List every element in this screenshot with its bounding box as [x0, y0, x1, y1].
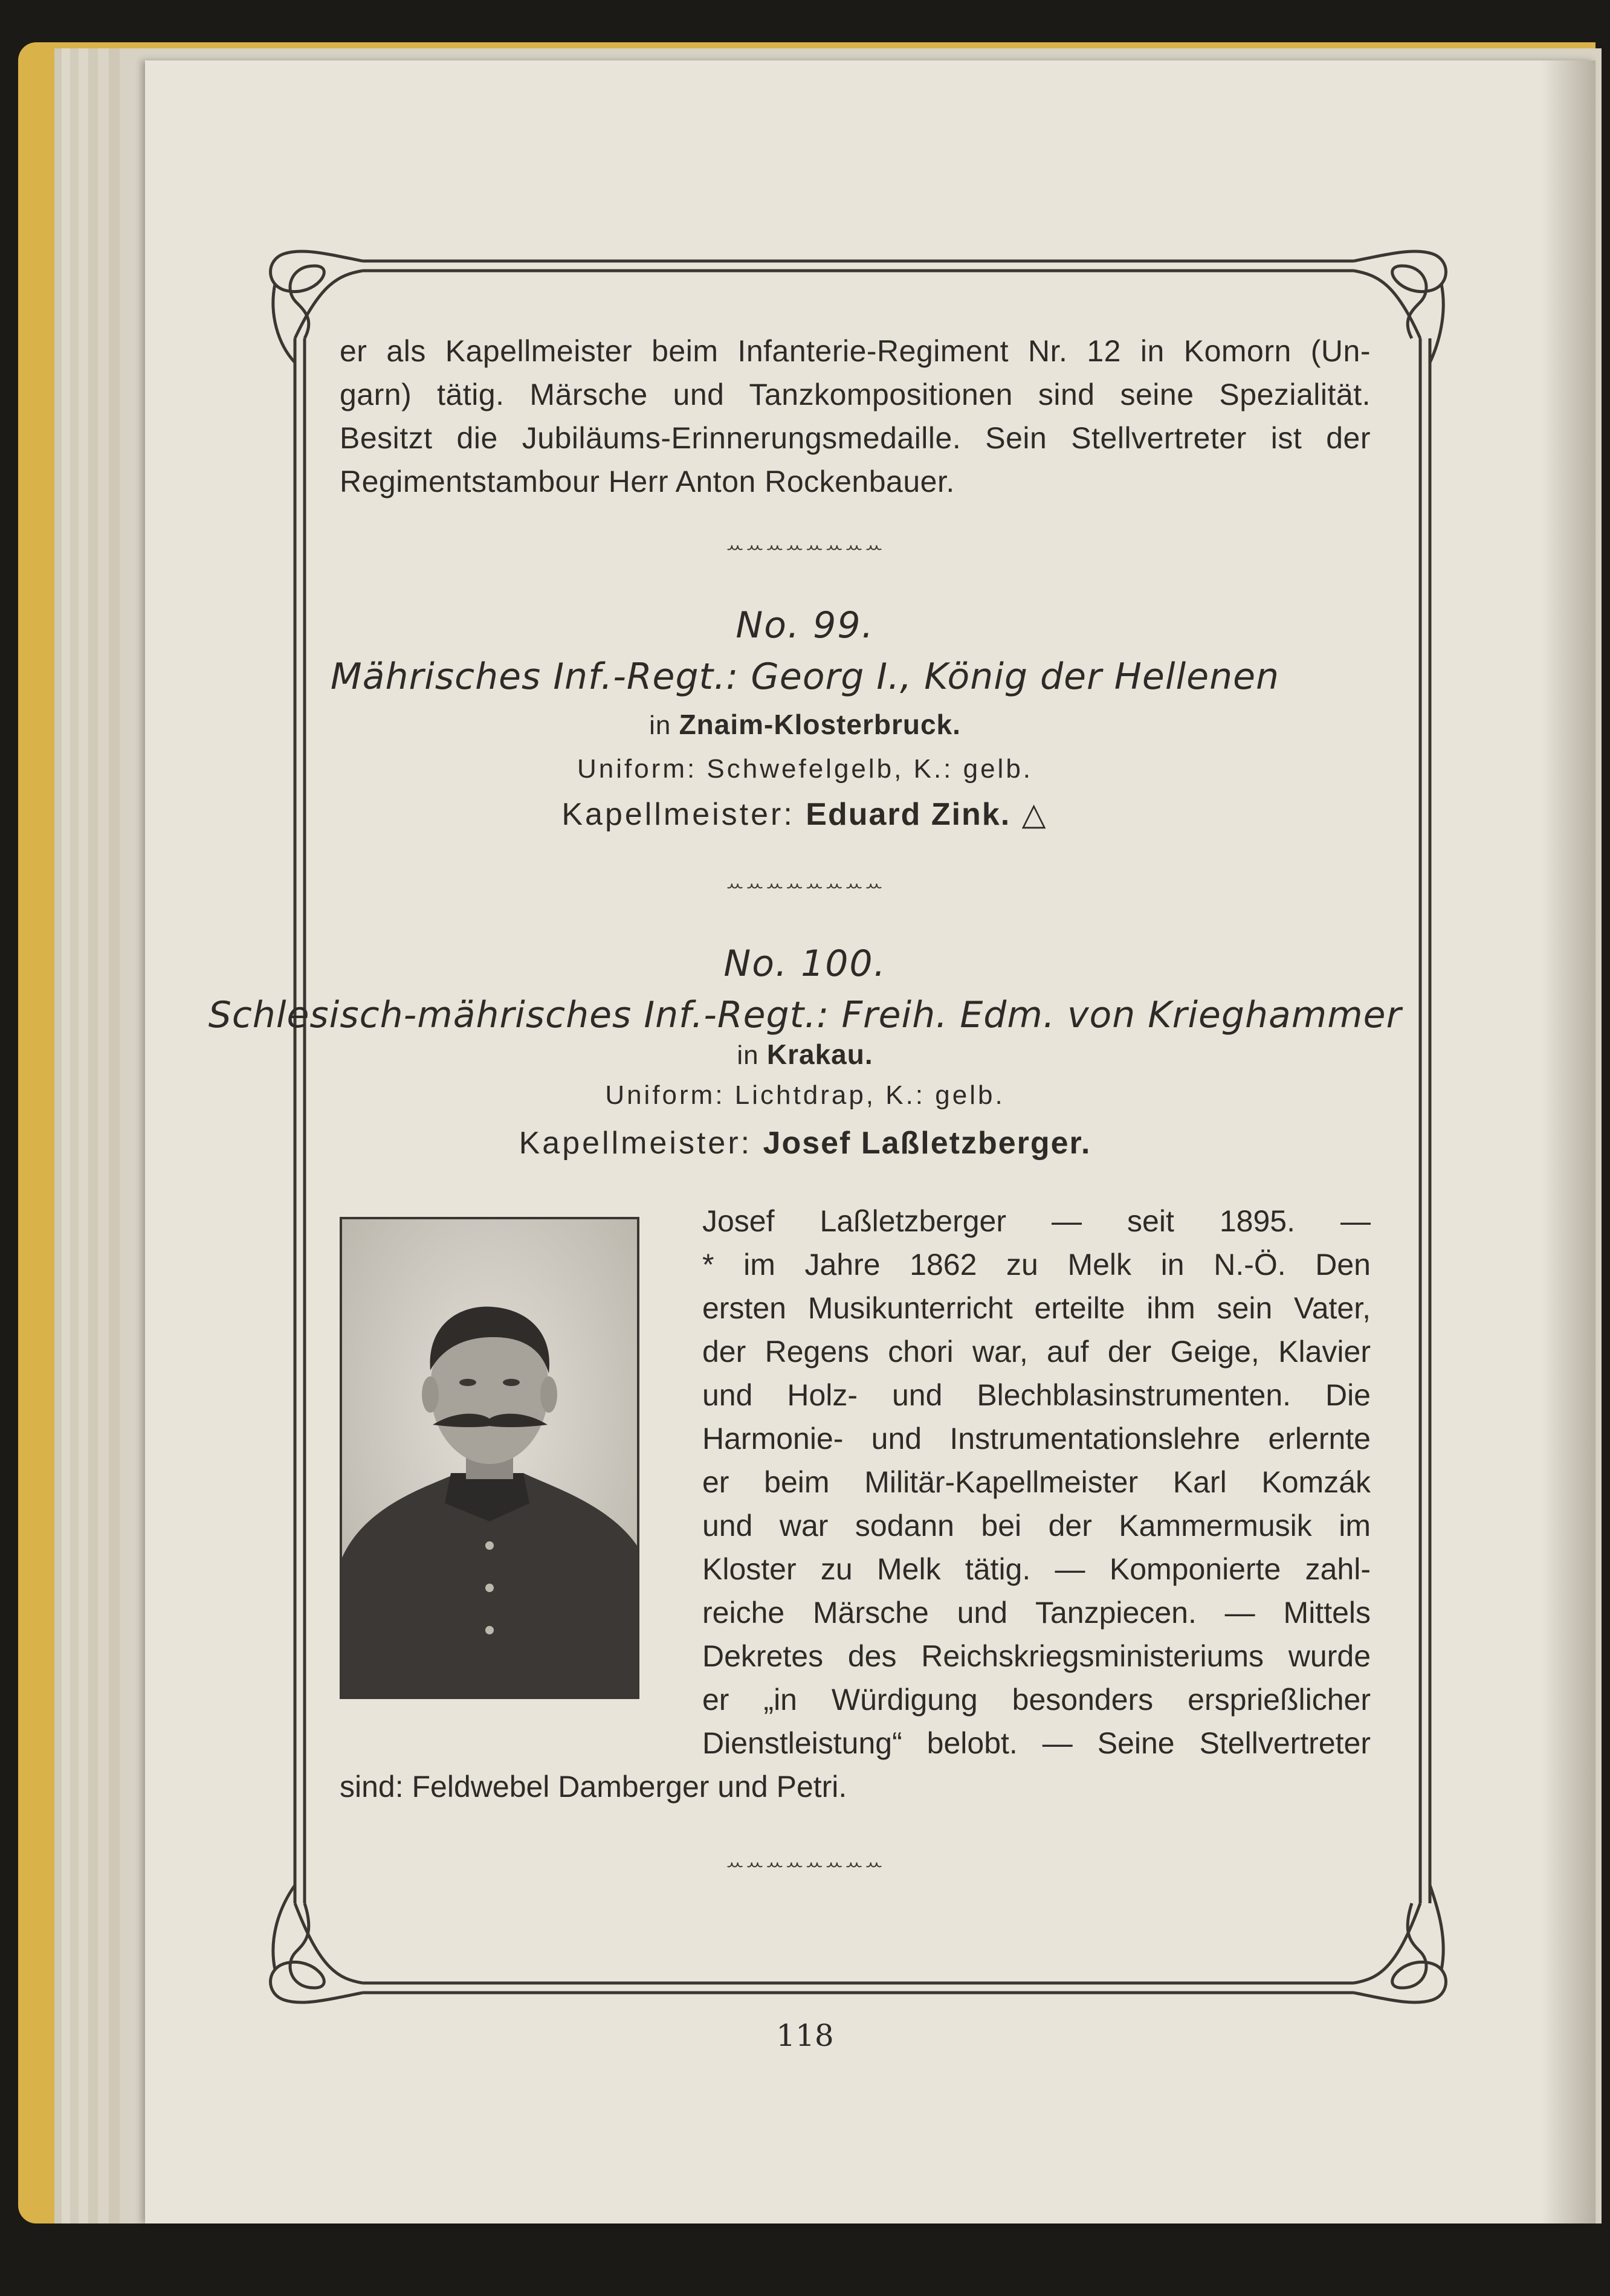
entry-100-location-line: [0, 1038, 1610, 1071]
bio-line-11: Dekretes des Reichskriegsministeriums wurde: [702, 1639, 1371, 1673]
intro-line-1: er als Kapellmeister beim Infanterie-Regiment Nr. 12 in Komorn (Un-: [340, 334, 1371, 368]
bio-line-10: reiche Märsche und Tanzpiecen. — Mittels: [702, 1596, 1371, 1630]
ornament-divider-3: ꕀꕀꕀꕀꕀꕀꕀꕀ: [725, 1852, 885, 1876]
entry-99-kapellmeister-line: [0, 796, 1610, 833]
entry-100-kapellmeister-name: Josef Laßletzberger.: [763, 1126, 1091, 1161]
bio-line-7: er beim Militär-Kapellmeister Karl Komzák: [702, 1465, 1371, 1499]
portrait-illustration: [342, 1219, 637, 1697]
entry-99-uniform: Uniform: Schwefelgelb, K.: gelb.: [577, 754, 1033, 784]
entry-99-location-prefix: in: [649, 711, 671, 740]
ornament-divider-2: ꕀꕀꕀꕀꕀꕀꕀꕀ: [725, 873, 885, 897]
entry-100-number: No. 100.: [723, 943, 887, 985]
ornament-divider-1: ꕀꕀꕀꕀꕀꕀꕀꕀ: [725, 535, 885, 559]
bio-line-3: ersten Musikunterricht erteilte ihm sein Vater,: [702, 1291, 1371, 1325]
entry-100-kapellmeister-label: Kapellmeister:: [519, 1126, 752, 1161]
bio-line-2: * im Jahre 1862 zu Melk in N.-Ö. Den: [702, 1248, 1371, 1282]
bio-line-14: sind: Feldwebel Damberger und Petri.: [340, 1770, 847, 1804]
bio-line-12: er „in Würdigung besonders ersprießlicher: [702, 1683, 1371, 1717]
entry-100-uniform: Uniform: Lichtdrap, K.: gelb.: [605, 1080, 1005, 1110]
entry-100-kapellmeister-line: [0, 1125, 1610, 1161]
entry-99-kapellmeister-name: Eduard Zink.: [806, 797, 1011, 832]
bio-line-9: Kloster zu Melk tätig. — Komponierte zahl-: [702, 1552, 1371, 1586]
intro-line-2: garn) tätig. Märsche und Tanzkompositionen sind seine Spezialität.: [340, 378, 1371, 411]
entry-99-number: No. 99.: [735, 604, 875, 647]
entry-99-kapellmeister-label: Kapellmeister:: [561, 797, 795, 832]
bio-line-13: Dienstleistung“ belobt. — Seine Stellvertreter: [702, 1726, 1371, 1760]
entry-100-location: Krakau.: [766, 1039, 873, 1070]
bio-line-1: Josef Laßletzberger — seit 1895. —: [702, 1204, 1371, 1238]
intro-line-4: Regimentstambour Herr Anton Rockenbauer.: [340, 465, 955, 498]
bio-line-6: Harmonie- und Instrumentationslehre erlernte: [702, 1422, 1371, 1456]
entry-100-location-prefix: in: [737, 1040, 759, 1070]
entry-99-location-line: [0, 708, 1610, 741]
entry-99-location: Znaim-Klosterbruck.: [679, 709, 961, 740]
page-number: 118: [776, 2018, 834, 2053]
bio-line-8: und war sodann bei der Kammermusik im: [702, 1509, 1371, 1543]
entry-99-regiment: Mährisches Inf.-Regt.: Georg I., König der Hellenen: [330, 656, 1280, 698]
entry-100-regiment: Schlesisch-mährisches Inf.-Regt.: Freih. Edm. von Krieghammer: [208, 994, 1402, 1036]
intro-line-3: Besitzt die Jubiläums-Erinnerungsmedaille. Sein Stellvertreter ist der: [340, 421, 1371, 455]
bio-line-4: der Regens chori war, auf der Geige, Klavier: [702, 1335, 1371, 1369]
bio-line-5: und Holz- und Blechblasinstrumenten. Die: [702, 1378, 1371, 1412]
triangle-symbol: △: [1021, 797, 1049, 832]
portrait-photo: [340, 1217, 639, 1699]
